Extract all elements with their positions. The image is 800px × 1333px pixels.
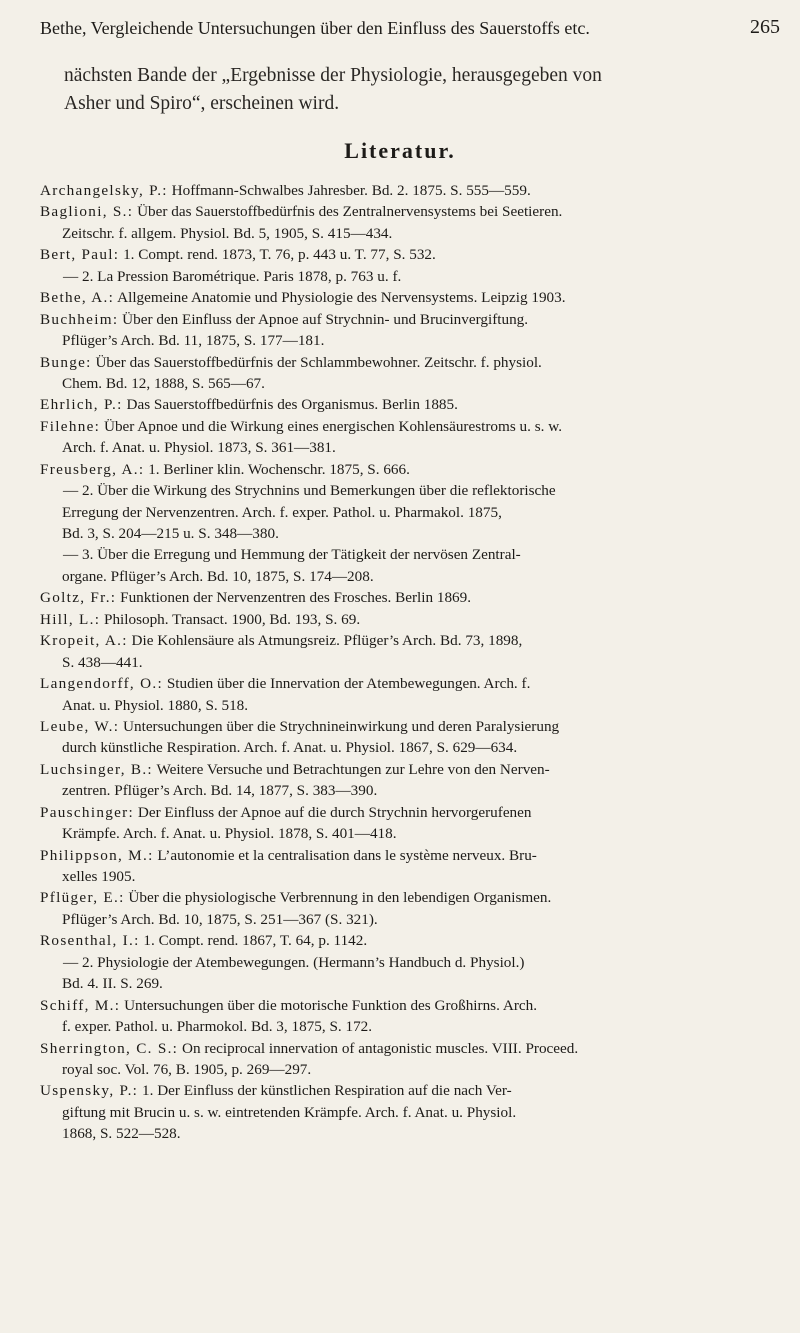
reference-entry bbox=[40, 459, 770, 480]
reference-text: royal soc. Vol. 76, B. 1905, p. 269—297. bbox=[62, 1060, 312, 1078]
reference-text: xelles 1905. bbox=[62, 868, 136, 885]
reference-line bbox=[40, 480, 770, 501]
reference-line bbox=[40, 695, 770, 716]
reference-entry bbox=[40, 587, 770, 608]
reference-line bbox=[40, 1123, 770, 1144]
reference-text: Untersuchungen über die motorische Funktion des Großhirns. Arch. bbox=[124, 996, 538, 1014]
reference-author: Hill, L.: bbox=[40, 610, 101, 628]
reference-line bbox=[40, 609, 770, 630]
reference-line bbox=[40, 673, 770, 694]
reference-text: Krämpfe. Arch. f. Anat. u. Physiol. 1878, S. 401—418. bbox=[62, 825, 397, 843]
reference-line bbox=[40, 759, 770, 780]
reference-text: — 3. Über die Erregung und Hemmung der Tätigkeit der nervösen Zentral- bbox=[63, 546, 521, 564]
reference-text: Über die physiologische Verbrennung in den lebendigen Organismen. bbox=[128, 889, 552, 907]
reference-entry bbox=[40, 352, 770, 395]
reference-text: Erregung der Nervenzentren. Arch. f. exper. Pathol. u. Pharmakol. 1875, bbox=[62, 503, 502, 521]
reference-text: Anat. u. Physiol. 1880, S. 518. bbox=[62, 696, 249, 714]
reference-entry bbox=[40, 930, 770, 951]
reference-entry bbox=[40, 394, 770, 415]
reference-line bbox=[40, 1080, 770, 1101]
reference-entry bbox=[40, 887, 770, 930]
reference-line bbox=[40, 330, 770, 351]
reference-line bbox=[40, 223, 770, 244]
reference-line bbox=[40, 180, 770, 201]
reference-entry bbox=[40, 802, 770, 845]
reference-line bbox=[40, 887, 770, 908]
reference-author: Luchsinger, B.: bbox=[40, 760, 153, 778]
reference-entry bbox=[40, 673, 770, 716]
reference-entry bbox=[40, 416, 770, 459]
reference-line bbox=[40, 394, 770, 415]
reference-line bbox=[40, 201, 770, 222]
reference-text: durch künstliche Respiration. Arch. f. Anat. u. Physiol. 1867, S. 629—634. bbox=[62, 739, 518, 757]
page-number: 265 bbox=[750, 16, 780, 38]
reference-text: — 2. La Pression Barométrique. Paris 1878, p. 763 u. f. bbox=[63, 267, 402, 285]
reference-list bbox=[40, 180, 770, 1145]
reference-text: Bd. 4. II. S. 269. bbox=[62, 975, 163, 993]
reference-line bbox=[40, 995, 770, 1016]
reference-author: Baglioni, S.: bbox=[40, 203, 134, 221]
reference-author: Sherrington, C. S.: bbox=[40, 1039, 179, 1057]
reference-line bbox=[40, 544, 770, 565]
reference-author: Langendorff, O.: bbox=[40, 675, 164, 693]
reference-line bbox=[40, 352, 770, 373]
reference-text: 1. Compt. rend. 1867, T. 64, p. 1142. bbox=[143, 932, 368, 950]
reference-text: 1. Compt. rend. 1873, T. 76, p. 443 u. T. 77, S. 532. bbox=[123, 246, 436, 264]
reference-entry bbox=[40, 201, 770, 244]
running-title: Bethe, Vergleichende Untersuchungen über den Einfluss des Sauerstoffs etc. bbox=[40, 18, 590, 38]
reference-line bbox=[40, 309, 770, 330]
reference-text: Die Kohlensäure als Atmungsreiz. Pflüger’s Arch. Bd. 73, 1898, bbox=[131, 632, 523, 650]
reference-line bbox=[40, 1016, 770, 1037]
reference-text: Studien über die Innervation der Atembewegungen. Arch. f. bbox=[166, 675, 531, 693]
reference-author: Freusberg, A.: bbox=[40, 460, 145, 478]
reference-text: S. 438—441. bbox=[62, 653, 143, 671]
reference-text: f. exper. Pathol. u. Pharmokol. Bd. 3, 1875, S. 172. bbox=[62, 1018, 373, 1036]
reference-text: Bd. 3, S. 204—215 u. S. 348—380. bbox=[62, 525, 279, 542]
reference-text: Allgemeine Anatomie und Physiologie des Nervensystems. Leipzig 1903. bbox=[117, 289, 566, 307]
reference-entry bbox=[40, 544, 770, 587]
reference-line bbox=[40, 866, 770, 887]
reference-author: Archangelsky, P.: bbox=[40, 182, 168, 199]
reference-line bbox=[40, 652, 770, 673]
reference-text: Über das Sauerstoffbedürfnis des Zentralnervensystems bei Seetieren. bbox=[137, 203, 563, 221]
reference-text: Untersuchungen über die Strychnineinwirkung und deren Paralysierung bbox=[123, 717, 560, 735]
reference-line bbox=[40, 437, 770, 458]
reference-text: — 2. Über die Wirkung des Strychnins und Bemerkungen über die reflektorische bbox=[63, 482, 556, 500]
reference-entry bbox=[40, 716, 770, 759]
reference-author: Filehne: bbox=[40, 417, 101, 435]
reference-line bbox=[40, 952, 770, 973]
reference-line bbox=[40, 587, 770, 608]
reference-line bbox=[40, 1059, 770, 1080]
reference-text: On reciprocal innervation of antagonistic muscles. VIII. Proceed. bbox=[182, 1039, 579, 1057]
reference-author: Rosenthal, I.: bbox=[40, 932, 140, 950]
reference-line bbox=[40, 287, 770, 308]
reference-entry bbox=[40, 845, 770, 888]
reference-entry bbox=[40, 287, 770, 308]
reference-line bbox=[40, 802, 770, 823]
reference-text: 1. Berliner klin. Wochenschr. 1875, S. 666. bbox=[148, 460, 410, 478]
reference-line bbox=[40, 716, 770, 737]
reference-text: Weitere Versuche und Betrachtungen zur Lehre von den Nerven- bbox=[156, 760, 550, 778]
running-head bbox=[40, 16, 780, 44]
reference-line bbox=[40, 373, 770, 394]
reference-text: Über Apnoe und die Wirkung eines energischen Kohlensäurestroms u. s. w. bbox=[103, 417, 562, 435]
reference-author: Kropeit, A.: bbox=[40, 632, 128, 650]
reference-author: Pauschinger: bbox=[40, 803, 135, 821]
reference-entry bbox=[40, 480, 770, 544]
reference-author: Buchheim: bbox=[40, 310, 119, 328]
reference-text: Philosoph. Transact. 1900, Bd. 193, S. 69. bbox=[104, 610, 361, 628]
reference-entry bbox=[40, 759, 770, 802]
reference-author: Ehrlich, P.: bbox=[40, 396, 123, 414]
reference-author: Philippson, M.: bbox=[40, 846, 154, 864]
reference-line bbox=[40, 1102, 770, 1123]
reference-line bbox=[40, 780, 770, 801]
reference-text: giftung mit Brucin u. s. w. eintretenden Krämpfe. Arch. f. Anat. u. Physiol. bbox=[62, 1103, 517, 1121]
reference-line bbox=[40, 266, 770, 287]
reference-text: Arch. f. Anat. u. Physiol. 1873, S. 361—381. bbox=[62, 439, 336, 457]
reference-line bbox=[40, 523, 770, 544]
reference-text: organe. Pflüger’s Arch. Bd. 10, 1875, S. 174—208. bbox=[62, 567, 374, 585]
reference-text: Chem. Bd. 12, 1888, S. 565—67. bbox=[62, 374, 265, 392]
reference-entry bbox=[40, 630, 770, 673]
reference-author: Schiff, M.: bbox=[40, 996, 121, 1014]
reference-line bbox=[40, 973, 770, 994]
reference-text: Zeitschr. f. allgem. Physiol. Bd. 5, 1905, S. 415—434. bbox=[62, 224, 393, 242]
reference-text: Über den Einfluss der Apnoe auf Strychnin- und Brucinvergiftung. bbox=[122, 310, 529, 328]
reference-line bbox=[40, 930, 770, 951]
reference-text: L’autonomie et la centralisation dans le système nerveux. Bru- bbox=[157, 846, 537, 864]
reference-entry bbox=[40, 309, 770, 352]
reference-line bbox=[40, 502, 770, 523]
reference-line bbox=[40, 416, 770, 437]
reference-author: Goltz, Fr.: bbox=[40, 589, 117, 607]
reference-text: Pflüger’s Arch. Bd. 11, 1875, S. 177—181. bbox=[62, 332, 325, 350]
intro-line: nächsten Bande der „Ergebnisse der Physiologie, herausgegeben von bbox=[64, 65, 602, 86]
reference-author: Bethe, A.: bbox=[40, 289, 115, 307]
reference-author: Leube, W.: bbox=[40, 717, 120, 735]
reference-line bbox=[40, 459, 770, 480]
reference-author: Pflüger, E.: bbox=[40, 889, 125, 907]
reference-entry bbox=[40, 266, 770, 287]
reference-entry bbox=[40, 180, 770, 201]
reference-text: — 2. Physiologie der Atembewegungen. (Hermann’s Handbuch d. Physiol.) bbox=[63, 953, 525, 971]
reference-author: Bunge: bbox=[40, 353, 92, 371]
reference-line bbox=[40, 244, 770, 265]
reference-author: Bert, Paul: bbox=[40, 246, 120, 264]
reference-line bbox=[40, 823, 770, 844]
reference-text: 1. Der Einfluss der künstlichen Respiration auf die nach Ver- bbox=[142, 1082, 512, 1100]
reference-entry bbox=[40, 1038, 770, 1081]
reference-line bbox=[40, 630, 770, 651]
intro-line: Asher und Spiro“, erscheinen wird. bbox=[64, 93, 340, 114]
reference-line bbox=[40, 845, 770, 866]
reference-line bbox=[40, 1038, 770, 1059]
reference-entry bbox=[40, 952, 770, 995]
reference-text: Über das Sauerstoffbedürfnis der Schlammbewohner. Zeitschr. f. physiol. bbox=[95, 353, 542, 371]
reference-text: zentren. Pflüger’s Arch. Bd. 14, 1877, S. 383—390. bbox=[62, 782, 378, 800]
reference-author: Uspensky, P.: bbox=[40, 1082, 139, 1100]
reference-text: 1868, S. 522—528. bbox=[62, 1125, 181, 1143]
reference-entry bbox=[40, 995, 770, 1038]
reference-text: Pflüger’s Arch. Bd. 10, 1875, S. 251—367 (S. 321). bbox=[62, 910, 378, 928]
reference-line bbox=[40, 737, 770, 758]
reference-text: Der Einfluss der Apnoe auf die durch Strychnin hervorgerufenen bbox=[137, 803, 532, 821]
reference-entry bbox=[40, 609, 770, 630]
reference-entry bbox=[40, 244, 770, 265]
reference-entry bbox=[40, 1080, 770, 1144]
reference-text: Hoffmann-Schwalbes Jahresber. Bd. 2. 1875. S. 555—559. bbox=[171, 182, 531, 199]
section-title: Literatur. bbox=[344, 138, 456, 163]
reference-line bbox=[40, 566, 770, 587]
reference-line bbox=[40, 909, 770, 930]
intro-paragraph bbox=[64, 62, 764, 118]
reference-text: Das Sauerstoffbedürfnis des Organismus. Berlin 1885. bbox=[126, 396, 458, 414]
reference-text: Funktionen der Nervenzentren des Frosches. Berlin 1869. bbox=[120, 589, 472, 607]
